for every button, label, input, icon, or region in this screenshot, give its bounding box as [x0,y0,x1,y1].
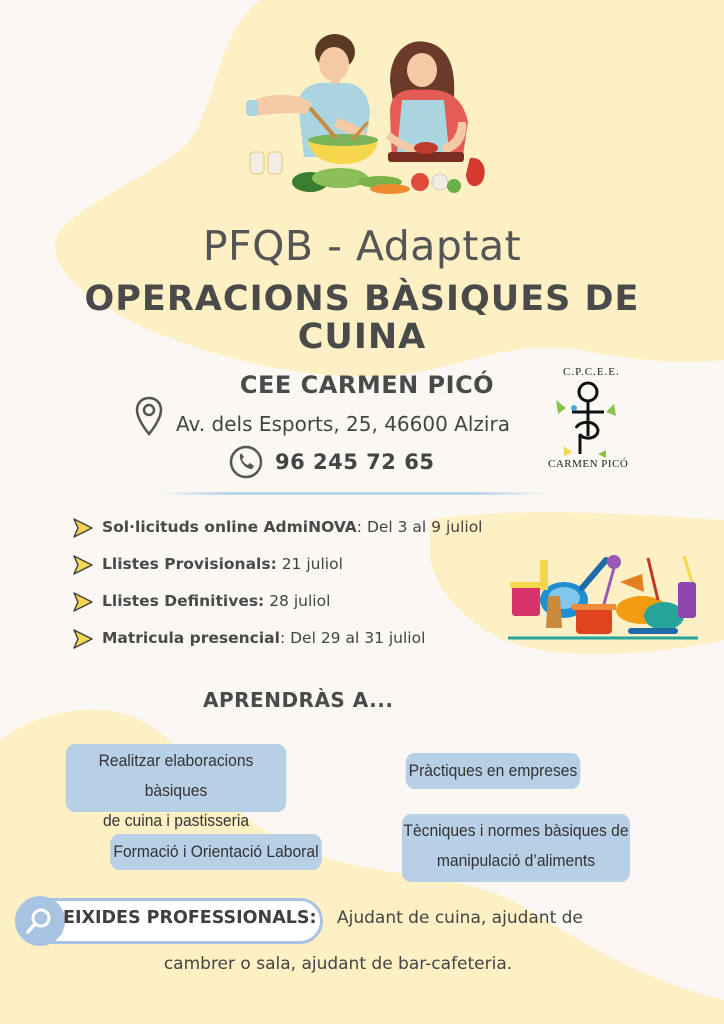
list-item [72,553,532,579]
learn-heading: APRENDRÀS A... [203,688,394,712]
arrow-bullet-icon [72,554,94,576]
program-title: PFQB - Adaptat [202,222,522,270]
learn-item [66,744,287,830]
date-label: Matricula presencial [102,629,280,647]
learn-item-line: Tècniques i normes bàsiques de [403,821,629,840]
date-label: Llistes Definitives: [102,592,265,610]
divider [155,492,550,495]
school-address: Av. dels Esports, 25, 46600 Alzira [176,412,510,436]
learn-item [110,834,322,870]
date-value: 28 juliol [264,592,331,610]
exits-text: cambrer o sala, ajudant de bar-cafeteria. [163,954,513,974]
exits-text: Ajudant de cuina, ajudant de [337,908,583,928]
school-name: CEE CARMEN PICÓ [239,371,495,399]
location-pin-icon [135,396,163,438]
list-item [72,590,532,616]
kitchen-utensils-illustration [508,552,700,644]
logo-top-text: C.P.C.E.E. [563,366,620,378]
list-item [72,516,532,542]
learn-item-line: manipulació d’aliments [436,851,596,870]
date-label: Llistes Provisionals: [102,555,277,573]
cooking-people-illustration [240,22,500,200]
learn-item [402,814,630,882]
learn-item-line: de cuina i pastisseria [102,811,250,830]
exits-label: EIXIDES PROFESSIONALS: [63,908,317,928]
arrow-bullet-icon [72,591,94,613]
learn-item-line: Formació i Orientació Laboral [113,842,319,861]
date-value: Del 29 al 31 juliol [285,629,426,647]
arrow-bullet-icon [72,628,94,650]
course-title: OPERACIONS BÀSIQUES DE CUINA [84,279,640,357]
date-separator: : [279,629,286,647]
learn-item-line: Realitzar elaboracions bàsiques [98,751,254,800]
date-value: 21 juliol [276,555,343,573]
learn-item-line: Pràctiques en empreses [408,761,578,780]
logo-bottom-text: CARMEN PICÓ [548,458,629,470]
learn-item [406,753,581,789]
magnifier-icon [25,906,55,936]
list-item [72,627,532,653]
date-separator: : [356,518,363,536]
school-logo [552,378,622,460]
date-value: Del 3 al 9 juliol [362,518,483,536]
date-label: Sol·licituds online AdmiNOVA [102,518,357,536]
phone-icon [229,445,263,479]
arrow-bullet-icon [72,517,94,539]
school-phone: 96 245 72 65 [275,450,435,474]
